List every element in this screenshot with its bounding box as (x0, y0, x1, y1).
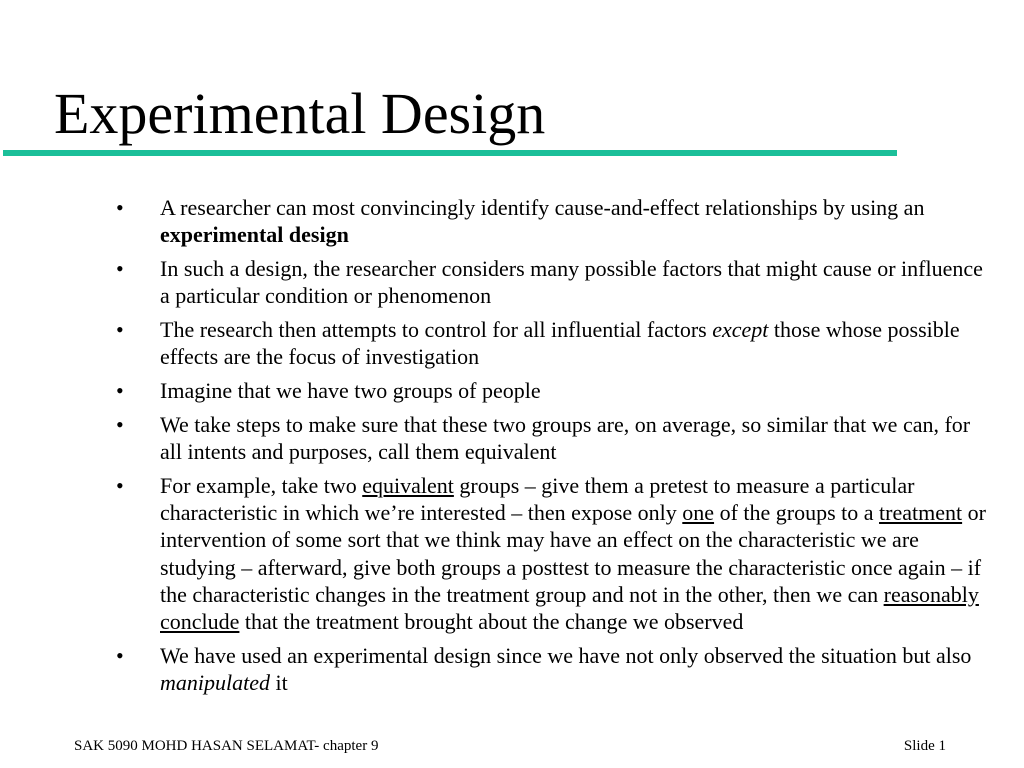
footer-course-label: SAK 5090 MOHD HASAN SELAMAT- chapter 9 (74, 738, 379, 754)
bullet-marker: • (116, 472, 124, 498)
bullet-text-segment: The research then attempts to control for all influential factors (160, 316, 713, 342)
bullet-item (116, 472, 991, 636)
bullet-text-segment: or intervention of some sort that we think may have an effect on the characteristic we are studying – afterward, give both groups a posttest to measure the characteristic once again – if the characteristic changes in the treatment group and not in the other, then we can (160, 499, 986, 607)
bullet-marker: • (116, 411, 124, 437)
bullet-text-segment: it (270, 670, 288, 696)
bullet-text-segment: those whose possible effects are the focus of investigation (160, 316, 960, 370)
bullet-text-segment: We have used an experimental design since we have not only observed the situation but also (160, 642, 972, 668)
bullet-text-segment: Imagine that we have two groups of people (160, 377, 541, 403)
bullet-text-segment: In such a design, the researcher considers many possible factors that might cause or influence a particular condition or phenomenon (160, 255, 983, 309)
bullet-marker: • (116, 377, 124, 403)
bullet-item (116, 316, 991, 371)
bullet-list (116, 194, 991, 703)
bullet-text (160, 473, 986, 634)
bullet-text-segment: We take steps to make sure that these two groups are, on average, so similar that we can, for all intents and purposes, call them equivalent (160, 411, 971, 464)
bullet-text-segment: manipulated (160, 670, 270, 696)
bullet-text-segment: one (682, 499, 715, 525)
bullet-marker: • (116, 255, 124, 281)
bullet-text-segment: equivalent (362, 472, 454, 498)
bullet-text-segment: A researcher can most convincingly identify cause-and-effect relationships by using an (160, 195, 925, 220)
bullet-text-segment: experimental design (160, 222, 349, 248)
bullet-marker: • (116, 642, 124, 668)
bullet-text-segment: reasonably conclude (160, 581, 979, 635)
bullet-text-segment: groups – give them a pretest to measure a particular characteristic in which we’re interested – then expose only (160, 472, 915, 525)
bullet-text-segment: that the treatment brought about the change we observed (239, 609, 744, 635)
bullet-text-segment: except (712, 316, 769, 342)
bullet-text (160, 317, 960, 369)
bullet-text (160, 256, 983, 308)
bullet-text (160, 378, 541, 403)
bullet-marker: • (116, 316, 124, 342)
bullet-item (116, 642, 991, 697)
bullet-text (160, 643, 971, 695)
bullet-item (116, 411, 991, 466)
bullet-item (116, 255, 991, 310)
footer-slide-number: Slide 1 (903, 738, 946, 754)
slide-title: Experimental Design (54, 81, 546, 146)
bullet-marker: • (116, 195, 124, 220)
bullet-text (160, 412, 970, 464)
bullet-text-segment: of the groups to a (714, 499, 880, 525)
title-underline-rule (3, 150, 897, 156)
bullet-text-segment: For example, take two (160, 472, 363, 498)
bullet-item (116, 377, 991, 404)
bullet-item (116, 194, 991, 249)
bullet-text-segment: treatment (879, 499, 963, 525)
bullet-text (160, 195, 924, 247)
